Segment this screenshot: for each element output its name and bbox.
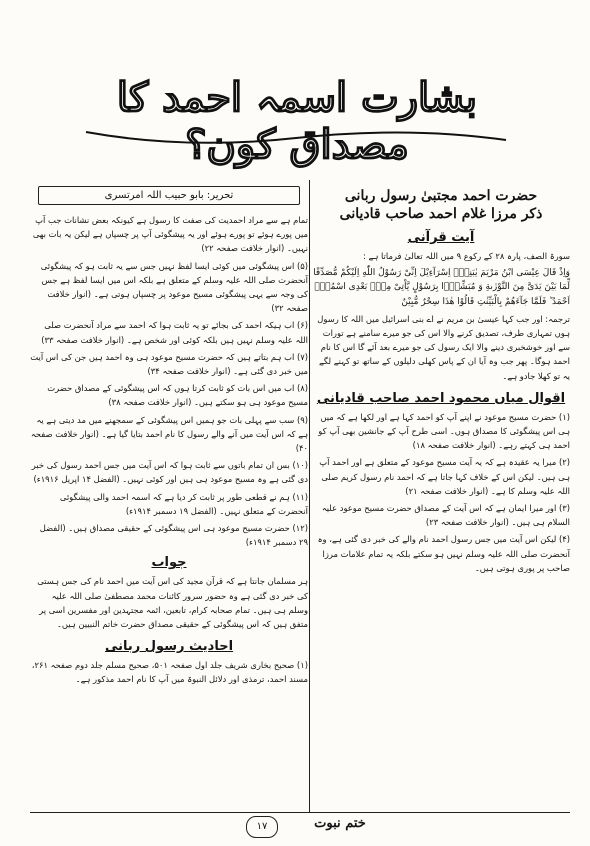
answer-paragraph: ہر مسلمان جانتا ہے کہ قرآن مجید کی اس آیت میں احمد نام کی جس ہستی کی خبر دی گئی ہے وہ حضور سرور کائنات محمد مصطفیٰ صلی اللہ علیہ وسلم ہی ہیں۔ تمام صحابہ کرام، تابعین، ائمہ مجتہدین اور مفسرین اسی پر متفق ہیں کہ اس پیشگوئی کے حقیقی مصداق حضرت خاتم النبیین ہیں۔ xyxy=(37,576,308,630)
aqwal-paragraph-3: (۳) اور میرا ایمان ہے کہ اس آیت کے مصداق حضرت مسیح موعود علیہ السلام ہی ہیں۔ (انوار خلافت صفحہ ۲۳) xyxy=(321,503,570,528)
ahadith-paragraph: (۱) صحیح بخاری شریف جلد اول صفحہ ۵۰۱، صحیح مسلم جلد دوم صفحہ ۲۶۱، مسند احمد، ترمذی اور دلائل النبوۃ میں آپ کا نام احمد مذکور ہے۔ xyxy=(31,660,308,685)
left-paragraph-2: (۵) اس پیشگوئی میں کوئی ایسا لفظ نہیں جس سے یہ ثابت ہو کہ پیشگوئی آنحضرت صلی اللہ علیہ وسلم کے متعلق ہے بلکہ اس میں ایسا لفظ ہے جس کی وجہ سے یہی پیشگوئی مسیح موعود پر چسپاں ہوتی ہے۔ (انوار خلافت صفحہ ۳۲) xyxy=(40,260,308,314)
aqwal-paragraph-1: (۱) حضرت مسیح موعود نے اپنے آپ کو احمد کہا ہے اور لکھا ہے کہ میں ہی اس پیشگوئی کا مصداق ہوں۔ اسی طرح آپ کے جانشین بھی آپ کو احمد ہی کہتے رہے۔ (انوار خلافت صفحہ ۱۸) xyxy=(318,411,570,451)
column-divider xyxy=(309,180,310,812)
left-paragraph-7: (۱۰) بس ان تمام باتوں سے ثابت ہوا کہ اس آیت میں جس احمد رسول کی خبر دی گئی ہے وہ مسیح موعود ہی ہیں اور کوئی نہیں۔ (الفضل ۱۴ اپریل ۱۹۱۶ء) xyxy=(31,460,308,485)
heading-ahmad-mujtaba: حضرت احمد مجتبیٰ رسول ربانی xyxy=(344,188,538,204)
heading-mirza-qadiani: ذکر مرزا غلام احمد صاحب قادیانی xyxy=(339,206,543,222)
heading-jawab: جواب xyxy=(151,555,187,571)
page-number: ۱۷ xyxy=(246,816,278,838)
left-paragraph-3: (۶) اب ہیکہ احمد کی بجائے تو یہ ثابت ہوا کہ احمد سے مراد آنحضرت صلی اللہ علیہ وسلم نہیں ہیں بلکہ کوئی اور شخص ہے۔ (انوار خلافت صفحہ ۳۳) xyxy=(41,320,308,345)
left-paragraph-9: (۱۲) حضرت مسیح موعود ہی اس پیشگوئی کے حقیقی مصداق ہیں۔ (الفضل ۲۹ دسمبر ۱۹۱۴ء) xyxy=(39,523,308,548)
left-paragraph-8: (۱۱) ہم نے قطعی طور پر ثابت کر دیا ہے کہ اسمہ احمد والی پیشگوئی آنحضرت کے متعلق نہیں۔ (الفضل ۱۹ دسمبر ۱۹۱۴ء) xyxy=(59,491,308,516)
heading-ayat: آیت قرآنی xyxy=(407,230,475,245)
left-column xyxy=(30,186,308,690)
heading-aqwal: اقوال میاں محمود احمد صاحب قادیانی xyxy=(316,390,566,406)
left-paragraph-4: (۷) اب ہم بتاتے ہیں کہ حضرت مسیح موعود ہی وہ احمد ہیں جن کی اس آیت میں خبر دی گئی ہے۔ (انوار خلافت صفحہ ۳۴) xyxy=(30,351,308,377)
title-banner xyxy=(66,62,528,168)
author-byline: تحریر: بابو حبیب اللہ امرتسری xyxy=(38,186,300,205)
heading-ahadith: احادیث رسول ربانی xyxy=(104,639,234,655)
surah-reference: سورۃ الصف، پارہ ۲۸ کے رکوع ۹ میں اللہ تعالیٰ فرماتا ہے : xyxy=(363,251,570,261)
magazine-name: ختم نبوت xyxy=(314,816,366,831)
footer-rule xyxy=(30,812,570,813)
right-column xyxy=(312,186,570,578)
verse-translation: ترجمہ: اور جب کہا عیسیٰ بن مریم نے اے بنی اسرائیل میں اللہ کا رسول ہوں تمہاری طرف، تصدیق کرنے والا اس کی جو میرے سامنے ہے تورات سے اور خوشخبری دینے والا ایک رسول کی جو میرے بعد آئے گا اس کا نام احمد ہوگا۔ پھر جب وہ آیا ان کے پاس کھلی دلیلوں کے ساتھ تو کہنے لگے یہ تو کھلا جادو ہے۔ xyxy=(317,313,570,381)
quranic-verse: وَاِذْ قَالَ عِیْسَی ابْنُ مَرْیَمَ یٰبَنِیْۤ اِسْرَآءِیْلَ اِنِّیْ رَسُوْلُ اللّٰهِ اِلَیْكُمْ مُّصَدِّقًا لِّمَا بَیْنَ یَدَیَّ مِنَ التَّوْرٰىةِ وَ مُبَشِّرًۢا بِرَسُوْلٍ یَّاْتِیْ مِنْۢ بَعْدِی اسْمُهٗۤ اَحْمَدُ ؕ فَلَمَّا جَآءَهُمْ بِالْبَیِّنٰتِ قَالُوْا هٰذَا سِحْرٌ مُّبِیْنٌ xyxy=(313,268,570,307)
left-paragraph-1: تمام ہے سے مراد احمدیت کی صفت کا رسول ہے کیونکہ بعض نشانات جب آپ میں پورے ہوئے تو پورے ہوئے اور یہ پیشگوئی آپ پر چسپاں ہے لیکن یہ بات بھی نہیں۔ (انوار خلافت صفحہ ۲۲) xyxy=(32,215,308,254)
aqwal-paragraph-2: (۲) میرا یہ عقیدہ ہے کہ یہ آیت مسیح موعود کے متعلق ہے اور احمد آپ ہی ہیں۔ لیکن اس کے خلاف کہا جاتا ہے کہ احمد نام رسول کریم صلی اللہ علیہ وسلم کا ہے۔ (انوار خلافت صفحہ ۲۱) xyxy=(319,457,570,496)
left-paragraph-6: (۹) سب سے پہلی بات جو ہمیں اس پیشگوئی کے سمجھنے میں مد دیتی ہے یہ ہے کہ اس آیت میں آنے والے رسول کا نام احمد بتایا گیا ہے۔ (انوار خلافت صفحہ ۴۰) xyxy=(30,414,308,454)
left-paragraph-5: (۸) اب میں اس بات کو ثابت کرتا ہوں کہ اس پیشگوئی کے مصداق حضرت مسیح موعود ہی ہو سکتے ہیں۔ (انوار خلافت صفحہ ۳۸) xyxy=(47,383,308,408)
aqwal-paragraph-4: (۴) لیکن اس آیت میں جس رسول احمد نام والے کی خبر دی گئی ہے، وہ آنحضرت صلی اللہ علیہ وسلم نہیں ہو سکتے بلکہ یہ تمام علامات مرزا صاحب پر پوری ہوتی ہیں۔ xyxy=(317,534,570,573)
page-title: بشارت اسمہ احمد کا مصداق کون؟ xyxy=(116,74,478,168)
